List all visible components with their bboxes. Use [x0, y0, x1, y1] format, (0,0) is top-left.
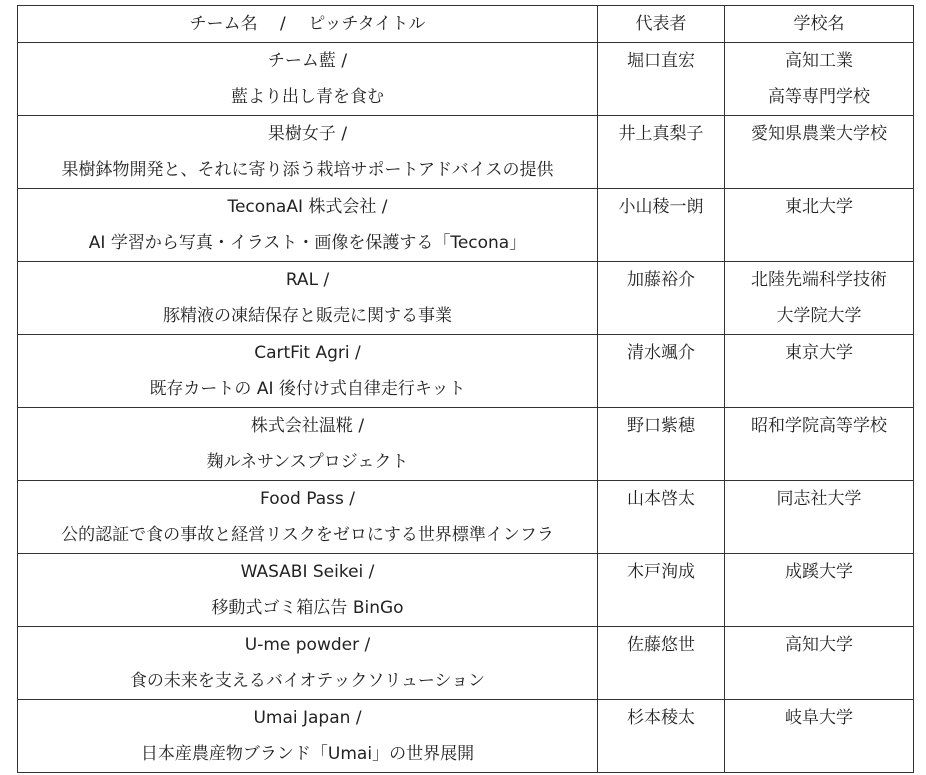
- representative-cell: [598, 116, 725, 189]
- table-row: [18, 43, 914, 116]
- school-cell: [725, 408, 914, 481]
- pitch-title: 日本産農産物ブランド「Umai」の世界展開: [140, 744, 475, 764]
- representative-cell: [598, 335, 725, 408]
- table-row: [18, 262, 914, 335]
- school-name: 成蹊大学: [785, 562, 853, 582]
- team-name: WASABI Seikei /: [240, 562, 375, 582]
- team-cell: [18, 554, 598, 627]
- school-name-continued: 大学院大学: [776, 306, 862, 326]
- pitch-table: [17, 5, 914, 773]
- pitch-title: 果樹鉢物開発と、それに寄り添う栽培サポートアドバイスの提供: [61, 160, 554, 180]
- school-cell: [725, 335, 914, 408]
- team-cell: [18, 116, 598, 189]
- representative-name: 井上真梨子: [618, 124, 704, 144]
- representative-cell: [598, 627, 725, 700]
- school-cell: [725, 116, 914, 189]
- school-name: 東北大学: [785, 197, 853, 217]
- pitch-title: 麹ルネサンスプロジェクト: [206, 452, 409, 472]
- team-name: TeconaAI 株式会社 /: [227, 197, 388, 217]
- header-representative: 代表者: [598, 6, 725, 43]
- team-name: チーム藍 /: [267, 51, 348, 71]
- header-school: 学校名: [725, 6, 914, 43]
- representative-name: 加藤裕介: [627, 270, 695, 290]
- header-team-pitch: チーム名 / ピッチタイトル: [18, 6, 598, 43]
- team-name: 果樹女子 /: [267, 124, 348, 144]
- pitch-title: 公的認証で食の事故と経営リスクをゼロにする世界標準インフラ: [61, 525, 554, 545]
- pitch-title: 藍より出し青を食む: [231, 87, 384, 107]
- pitch-title: 既存カートの AI 後付け式自律走行キット: [149, 379, 466, 399]
- pitch-title: 移動式ゴミ箱広告 BinGo: [211, 598, 404, 618]
- team-name: RAL /: [285, 270, 330, 290]
- pitch-title: AI 学習から写真・イラスト・画像を保護する「Tecona」: [88, 233, 527, 253]
- representative-cell: [598, 189, 725, 262]
- school-name-continued: 高等専門学校: [768, 87, 870, 107]
- school-name: 東京大学: [785, 343, 853, 363]
- school-name: 愛知県農業大学校: [751, 124, 887, 144]
- table-row: [18, 481, 914, 554]
- table-row: [18, 116, 914, 189]
- team-name: Food Pass /: [260, 489, 355, 509]
- team-cell: [18, 335, 598, 408]
- team-cell: [18, 627, 598, 700]
- school-name: 昭和学院高等学校: [751, 416, 887, 436]
- table-row: [18, 554, 914, 627]
- school-name: 高知工業: [785, 51, 853, 71]
- school-cell: [725, 262, 914, 335]
- team-cell: [18, 408, 598, 481]
- team-name: Umai Japan /: [253, 708, 362, 728]
- table-row: [18, 408, 914, 481]
- team-name: U-me powder /: [244, 635, 371, 655]
- table-row: [18, 335, 914, 408]
- representative-name: 堀口直宏: [627, 51, 695, 71]
- school-name: 同志社大学: [776, 489, 862, 509]
- school-cell: [725, 481, 914, 554]
- table-header-row: [18, 6, 914, 43]
- school-cell: [725, 554, 914, 627]
- representative-cell: [598, 408, 725, 481]
- team-cell: [18, 43, 598, 116]
- team-cell: [18, 481, 598, 554]
- team-name: CartFit Agri /: [254, 343, 361, 363]
- representative-name: 小山稜一朗: [618, 197, 704, 217]
- representative-name: 野口紫穂: [627, 416, 695, 436]
- table-row: [18, 189, 914, 262]
- table-row: [18, 700, 914, 773]
- school-name: 岐阜大学: [785, 708, 853, 728]
- representative-cell: [598, 481, 725, 554]
- table-row: [18, 627, 914, 700]
- school-cell: [725, 700, 914, 773]
- school-cell: [725, 43, 914, 116]
- representative-name: 清水颯介: [627, 343, 695, 363]
- team-cell: [18, 700, 598, 773]
- team-cell: [18, 262, 598, 335]
- school-name: 高知大学: [785, 635, 853, 655]
- representative-cell: [598, 262, 725, 335]
- representative-cell: [598, 43, 725, 116]
- representative-cell: [598, 700, 725, 773]
- school-cell: [725, 189, 914, 262]
- representative-name: 山本啓太: [627, 489, 695, 509]
- representative-name: 杉本稜太: [627, 708, 695, 728]
- pitch-title: 食の未来を支えるバイオテックソリューション: [129, 671, 486, 691]
- representative-name: 佐藤悠世: [627, 635, 695, 655]
- representative-cell: [598, 554, 725, 627]
- school-cell: [725, 627, 914, 700]
- team-name: 株式会社温糀 /: [250, 416, 365, 436]
- representative-name: 木戸洵成: [627, 562, 695, 582]
- school-name: 北陸先端科学技術: [751, 270, 887, 290]
- team-cell: [18, 189, 598, 262]
- pitch-title: 豚精液の凍結保存と販売に関する事業: [163, 306, 452, 326]
